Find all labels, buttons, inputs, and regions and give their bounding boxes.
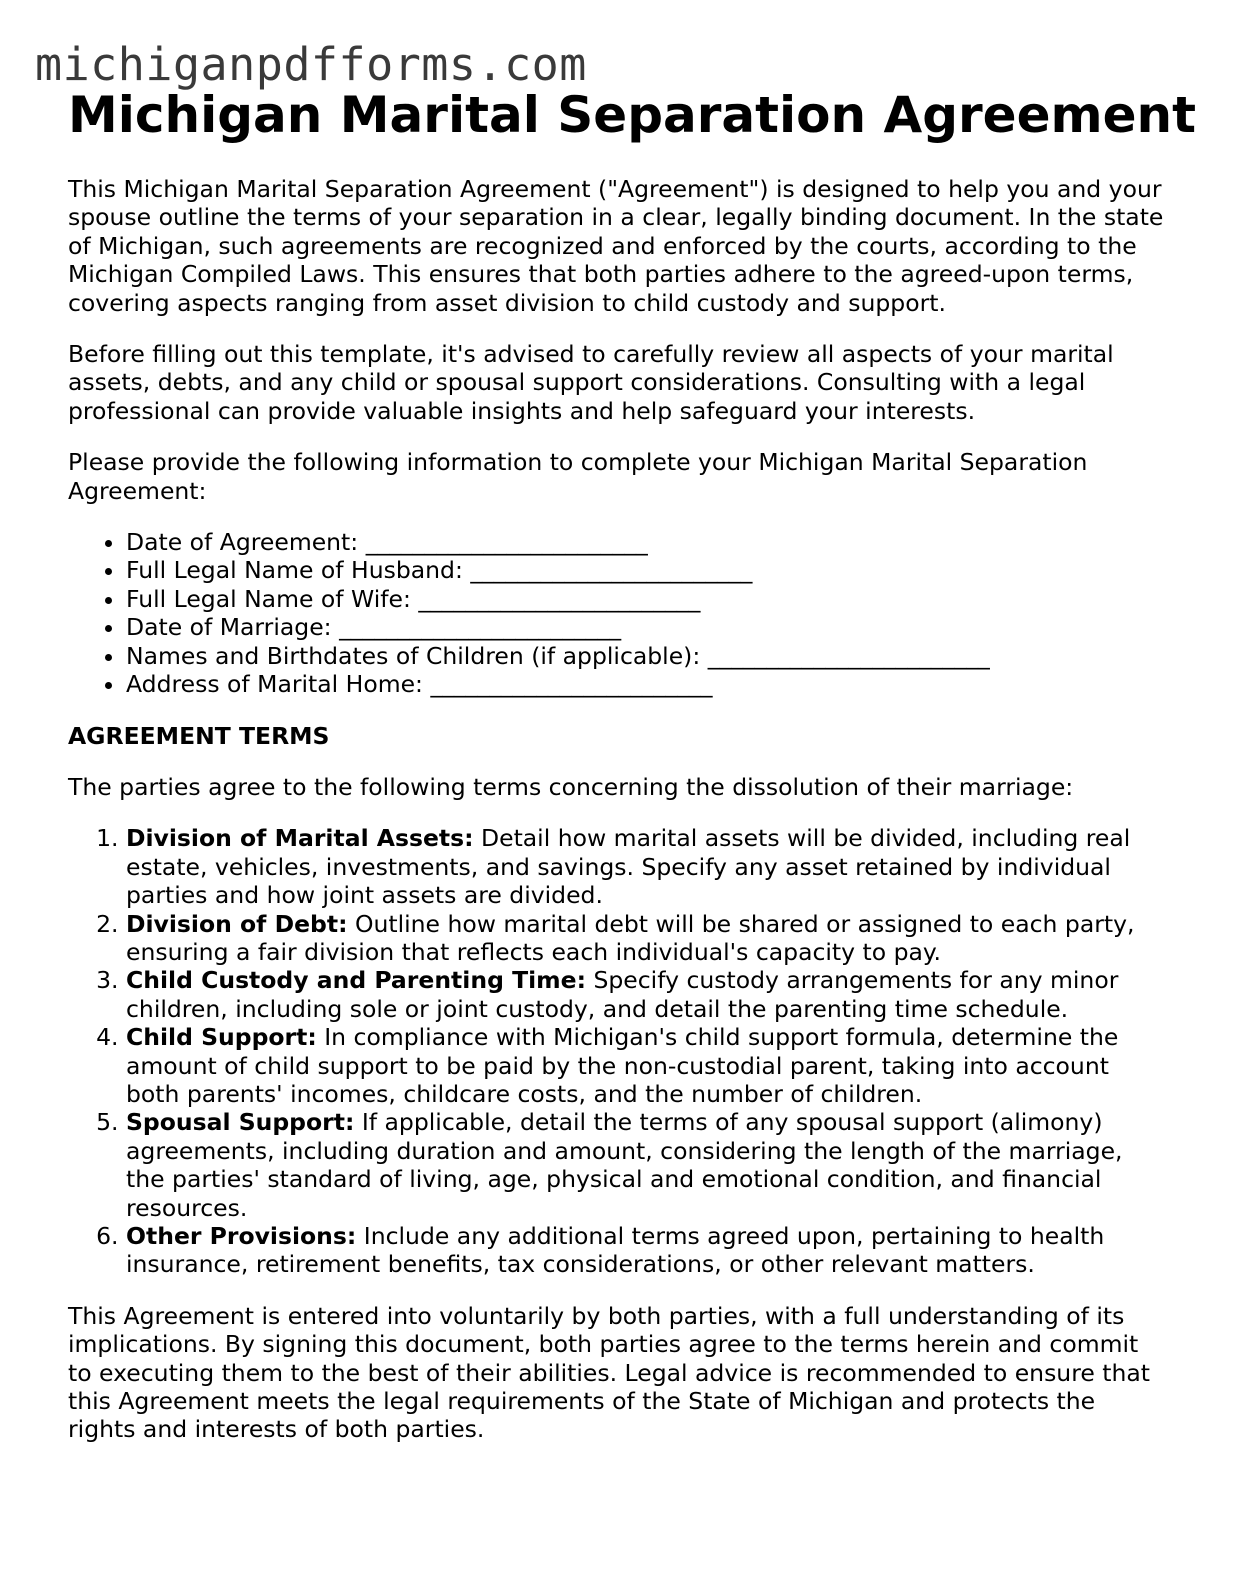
closing-paragraph: This Agreement is entered into voluntarily by both parties, with a full understanding of its implications. By signing this document, both parties agree to the terms herein and commit to executing them to the best of their abilities. Legal advice is recommended to ensure that this Agreement meets the legal requirements of the State of Michigan and protects the rights and interests of both parties. xyxy=(68,1301,1150,1444)
agreement-terms-list xyxy=(68,824,1168,1279)
term-text: If applicable, detail the terms of any spousal support (alimony) agreements, including duration and amount, considering the length of the marriage, the parties' standard of living, age, physical and emotional condition, and financial resources. xyxy=(126,1108,1123,1222)
term-item xyxy=(126,824,1168,909)
term-item xyxy=(126,1222,1168,1279)
blank-line: ________________________ xyxy=(707,641,990,670)
intro-paragraph-1: This Michigan Marital Separation Agreement ("Agreement") is designed to help you and your spouse outline the terms of your separation in a clear, legally binding document. In the state of Michigan, such agreements are recognized and enforced by the courts, according to the Michigan Compiled Laws. This ensures that both parties adhere to the agreed-upon terms, covering aspects ranging from asset division to child custody and support. xyxy=(68,175,1164,317)
term-text: Detail how marital assets will be divided, including real estate, vehicles, investments, and savings. Specify any asset retained by individual parties and how joint assets are divided. xyxy=(126,824,1131,910)
field-date-of-marriage xyxy=(126,613,1168,641)
term-label: Child Custody and Parenting Time: xyxy=(126,966,586,995)
term-text: Specify custody arrangements for any minor children, including sole or joint custody, and detail the parenting time schedule. xyxy=(126,966,1119,1023)
blank-line: ________________________ xyxy=(430,670,713,699)
term-item xyxy=(126,1023,1168,1108)
blank-line: ________________________ xyxy=(365,528,648,557)
field-label: Date of Marriage: xyxy=(126,613,332,642)
document-title: Michigan Marital Separation Agreement xyxy=(68,86,1197,144)
field-label: Full Legal Name of Wife: xyxy=(126,584,411,613)
blank-line: ________________________ xyxy=(418,584,701,613)
field-label: Full Legal Name of Husband: xyxy=(126,556,463,585)
agreement-terms-heading: AGREEMENT TERMS xyxy=(68,721,330,750)
term-text: In compliance with Michigan's child support formula, determine the amount of child support to be paid by the non-custodial parent, taking into account both parents' incomes, childcare costs, and the number of children. xyxy=(126,1023,1119,1108)
term-label: Division of Marital Assets: xyxy=(126,824,474,853)
terms-intro: The parties agree to the following terms concerning the dissolution of their marriage: xyxy=(68,772,1074,801)
information-fields-list xyxy=(68,528,1168,698)
field-label: Date of Agreement: xyxy=(126,528,359,557)
term-item xyxy=(126,1108,1168,1222)
term-label: Child Support: xyxy=(126,1023,317,1052)
blank-line: ________________________ xyxy=(470,556,753,585)
field-children xyxy=(126,642,1168,670)
term-label: Spousal Support: xyxy=(126,1108,355,1137)
field-wife-name xyxy=(126,585,1168,613)
intro-paragraph-2: Before filling out this template, it's advised to carefully review all aspects of your marital assets, debts, and any child or spousal support considerations. Consulting with a legal professional can provide valuable insights and help safeguard your interests. xyxy=(68,340,1114,425)
intro-paragraph-3: Please provide the following information to complete your Michigan Marital Separation Agreement: xyxy=(68,448,1088,505)
term-item xyxy=(126,910,1168,967)
field-marital-home-address xyxy=(126,670,1168,698)
site-watermark: michiganpdfforms.com xyxy=(35,38,587,91)
field-label: Address of Marital Home: xyxy=(126,670,423,699)
field-date-of-agreement xyxy=(126,528,1168,556)
field-husband-name xyxy=(126,556,1168,584)
term-text: Include any additional terms agreed upon, pertaining to health insurance, retirement benefits, tax considerations, or other relevant matters. xyxy=(126,1222,1105,1279)
term-text: Outline how marital debt will be shared or assigned to each party, ensuring a fair division that reflects each individual's capacity to pay. xyxy=(126,909,1135,966)
term-item xyxy=(126,966,1168,1023)
term-label: Other Provisions: xyxy=(126,1222,357,1250)
term-label: Division of Debt: xyxy=(126,909,348,938)
document-body xyxy=(68,175,1168,1467)
blank-line: ________________________ xyxy=(339,613,622,642)
field-label: Names and Birthdates of Children (if applicable): xyxy=(126,641,701,670)
